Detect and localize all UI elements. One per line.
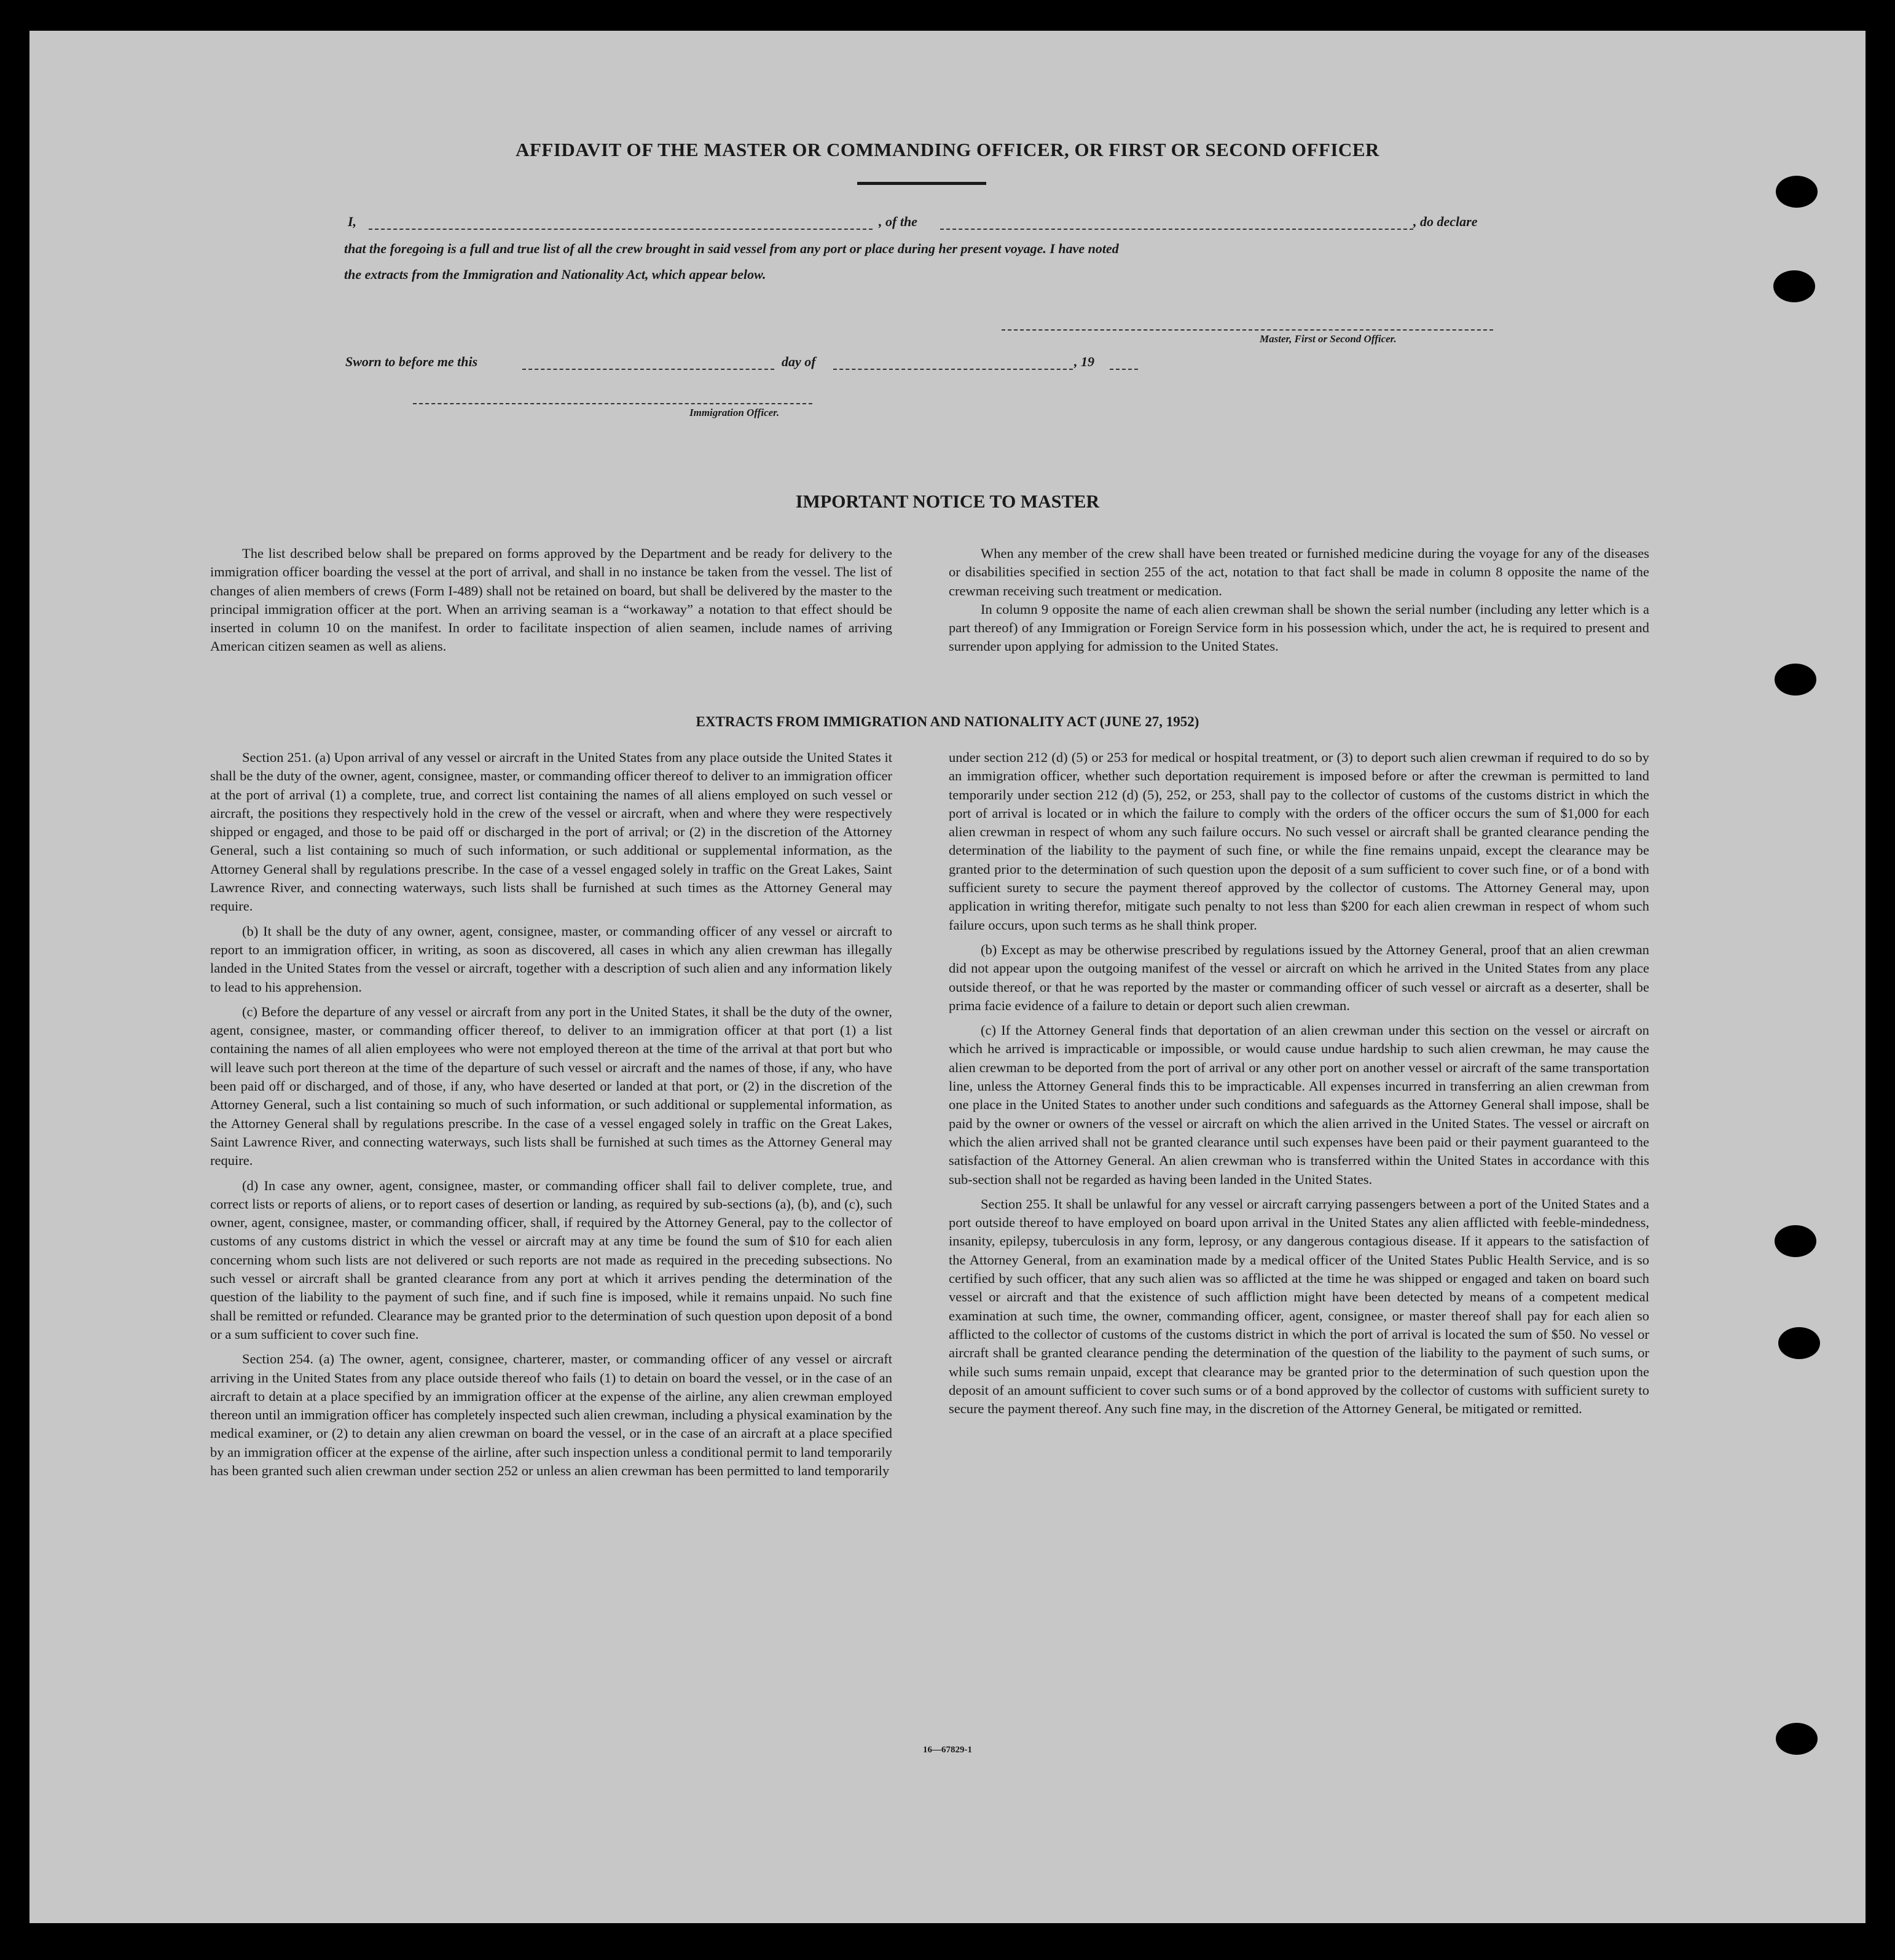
punch-hole bbox=[1775, 664, 1816, 696]
day-of-label: day of bbox=[782, 354, 816, 369]
sworn-day-field[interactable] bbox=[522, 369, 774, 370]
master-signature-line[interactable] bbox=[1002, 329, 1493, 331]
section-254-b: (b) Except as may be otherwise prescribed by regulations issued by the Attorney General, proof that an alien crewman did not appear upon the outgoing manifest of the vessel or aircraft on which he arrived in the United States from any place outside thereof, or that he was reported by the master or commanding officer of such vessel or aircraft as a deserter, shall be prima facie evidence of a failure to detain or deport such alien crewman. bbox=[949, 941, 1649, 1013]
affidavit-i-label: I, bbox=[348, 214, 357, 229]
section-251-c: (c) Before the departure of any vessel or aircraft from any port in the United States, it shall be the duty of the owner, agent, consignee, master, or commanding officer thereof, to deliver to an immigration officer at that port (1) a list containing the names of all alien employees who were not employed thereon at the time of the arrival at that port but who will leave such port thereon at the time of the departure of such vessel or aircraft and the names of those, if any, who have been paid off or discharged, and of those, if any, who have deserted or landed at that port, or (2) in the discretion of the Attorney General, such a list containing so much of such information, or such additional or supplemental information, as the Attorney General shall by regulations prescribe. In the case of a vessel engaged solely in traffic on the Great Lakes, Saint Lawrence River, and connecting waterways, such lists shall be furnished at such times as the Attorney General may require. bbox=[210, 1003, 892, 1169]
master-caption: Master, First or Second Officer. bbox=[1260, 333, 1397, 345]
extracts-left-column bbox=[210, 748, 892, 1486]
punch-hole bbox=[1775, 1225, 1816, 1257]
form-number: 16—67829-1 bbox=[923, 1745, 972, 1755]
section-251-b: (b) It shall be the duty of any owner, agent, consignee, master, or commanding officer of any vessel or aircraft to report to an immigration officer, in writing, as soon as discovered, all cases in which any alien crewman has illegally landed in the United States from the vessel or aircraft, together with a description of such alien and any information likely to lead to his apprehension. bbox=[210, 923, 892, 995]
notice-right-paragraph-1: When any member of the crew shall have been treated or furnished medicine during the voyage for any of the diseases or disabilities specified in section 255 of the act, notation to that fact shall be made in column 8 opposite the name of the crewman receiving such treatment or medication. bbox=[949, 546, 1649, 598]
vessel-field[interactable] bbox=[940, 229, 1413, 230]
extracts-right-column bbox=[949, 748, 1649, 1424]
sworn-year-field[interactable] bbox=[1110, 369, 1138, 370]
notice-title: IMPORTANT NOTICE TO MASTER bbox=[795, 492, 1100, 512]
section-255: Section 255. It shall be unlawful for any vessel or aircraft carrying passengers between a port of the United States and a port outside thereof to have employed on board upon arrival in the United States any alien afflicted with feeble-mindedness, insanity, epilepsy, tuberculosis in any form, leprosy, or any dangerous contagious disease. If it appears to the satisfaction of the Attorney General, from an examination made by a medical officer of the United States Public Health Service, and is so certified by such officer, that any such alien was so afflicted at the time he was shipped or engaged and taken on board such vessel or aircraft and that the existence of such affliction might have been detected by means of a competent medical examination at such time, the owner, commanding officer, agent, consignee, or master thereof shall pay for each alien so afflicted to the collector of customs of the customs district in which the port of arrival is located the sum of $50. No vessel or aircraft shall be granted clearance pending the determination of the question of the liability to the payment of such sums, or while such sums remain unpaid, except that clearance may be granted prior to the determination of such question upon the deposit of an amount sufficient to cover such sums or of a bond approved by the collector of customs with sufficient surety to secure the payment thereof. Any such fine may, in the discretion of the Attorney General, be mitigated or remitted. bbox=[949, 1196, 1649, 1417]
affidavit-statement-cont: the extracts from the Immigration and Nationality Act, which appear below. bbox=[344, 267, 766, 282]
section-254-c: (c) If the Attorney General finds that deportation of an alien crewman under this section on the vessel or aircraft on which he arrived is impracticable or impossible, or would cause undue hardship to such alien crewman, he may cause the alien crewman to be deported from the port of arrival or any other port on another vessel or aircraft of the same transportation line, unless the Attorney General finds this to be impracticable. All expenses incurred in transferring an alien crewman from one place in the United States to another under such conditions and safeguards as the Attorney General shall impose, shall be paid by the owner or owners of the vessel or aircraft on which the alien arrived in the United States. The vessel or aircraft on which the alien arrived shall not be granted clearance until such expenses have been paid or their payment guaranteed to the satisfaction of the Attorney General. An alien crewman who is transferred within the United States in accordance with this sub-section shall not be regarded as having been landed in the United States. bbox=[949, 1022, 1649, 1187]
notice-left-paragraph: The list described below shall be prepared on forms approved by the Department and be ready for delivery to the immigration officer boarding the vessel at the port of arrival, and shall in no instance be taken from the vessel. The list of changes of alien members of crews (Form I-489) shall not be retained on board, but shall be delivered by the master to the principal immigration officer at the port. When an arriving seaman is a “workaway” a notation to that effect should be inserted in column 10 on the manifest. In order to facilitate inspection of alien seamen, include names of arriving American citizen seamen as well as aliens. bbox=[210, 546, 892, 654]
officer-signature-line[interactable] bbox=[413, 403, 812, 404]
name-field[interactable] bbox=[369, 229, 873, 230]
punch-hole bbox=[1776, 176, 1818, 208]
affidavit-title: AFFIDAVIT OF THE MASTER OR COMMANDING OFFICER, OR FIRST OR SECOND OFFICER bbox=[516, 139, 1379, 160]
notice-right-column bbox=[949, 544, 1649, 662]
sworn-month-field[interactable] bbox=[833, 369, 1073, 370]
affidavit-declare-label: , do declare bbox=[1413, 214, 1478, 229]
notice-left-column bbox=[210, 544, 892, 662]
officer-caption: Immigration Officer. bbox=[689, 407, 780, 418]
section-254-a-cont: under section 212 (d) (5) or 253 for medical or hospital treatment, or (3) to deport such alien crewman if required to do so by an immigration officer, whether such deportation requirement is imposed before or after the crewman is permitted to land temporarily under section 212 (d) (5), 252, or 253, shall pay to the collector of customs of the customs district in which the port of arrival is located or in which the failure to comply with the orders of the officer occurs the sum of $1,000 for each alien crewman in respect of whom any such failure occurs. No such vessel or aircraft shall be granted clearance pending the determination of the liability to the payment of such fine, or while the fine remains unpaid, except the clearance may be granted prior to the determination of such question upon the deposit of a sum sufficient to cover such fine, or of a bond with sufficient surety to secure the payment thereof approved by the collector of customs. The Attorney General may, upon application in writing therefor, mitigate such penalty to not less than $200 for each alien crewman in respect of whom such failure occurs, upon such terms as he shall think proper. bbox=[949, 750, 1649, 933]
notice-right-paragraph-2: In column 9 opposite the name of each alien crewman shall be shown the serial number (including any letter which is a part thereof) of any Immigration or Foreign Service form in his possession which, under the act, he is required to present and surrender upon applying for admission to the United States. bbox=[949, 601, 1649, 654]
title-rule bbox=[857, 182, 986, 185]
punch-hole bbox=[1778, 1327, 1820, 1359]
affidavit-statement: that the foregoing is a full and true list of all the crew brought in said vessel from any port or place during her present voyage. I have noted bbox=[344, 241, 1119, 256]
section-251-d: (d) In case any owner, agent, consignee, master, or commanding officer shall fail to deliver complete, true, and correct lists or reports of aliens, or to report cases of desertion or landing, as required by sub-sections (a), (b), and (c), such owner, agent, consignee, master, or commanding officer, shall, if required by the Attorney General, pay to the collector of customs of any customs district in which the vessel or aircraft may at any time be found the sum of $10 for each alien concerning whom such lists are not delivered or such reports are not made as required in the preceding subsections. No such vessel or aircraft shall be granted clearance from any port at which it arrives pending the determination of the question of the liability to the payment of such fine, and if such fine is imposed, while it remains unpaid. No such fine shall be remitted or refunded. Clearance may be granted prior to the determination of such question upon deposit of a bond or a sum sufficient to cover such fine. bbox=[210, 1177, 892, 1342]
year-label: , 19 bbox=[1074, 354, 1094, 369]
section-251-a: Section 251. (a) Upon arrival of any vessel or aircraft in the United States from any place outside the United States it shall be the duty of the owner, agent, consignee, master, or commanding officer thereof to deliver to an immigration officer at the port of arrival (1) a complete, true, and correct list containing the names of all aliens employed on such vessel or aircraft, the positions they respectively hold in the crew of the vessel or aircraft, when and where they were respectively shipped or engaged, and those to be paid off or discharged in the port of arrival; or (2) in the discretion of the Attorney General, such a list containing so much of such information, or such additional or supplemental information, as the Attorney General shall by regulations prescribe. In the case of a vessel engaged solely in traffic on the Great Lakes, Saint Lawrence River, and connecting waterways, such lists shall be furnished at such times as the Attorney General may require. bbox=[210, 750, 892, 914]
extracts-title: EXTRACTS FROM IMMIGRATION AND NATIONALITY ACT (JUNE 27, 1952) bbox=[696, 714, 1199, 729]
section-254-a: Section 254. (a) The owner, agent, consignee, charterer, master, or commanding officer of any vessel or aircraft arriving in the United States from any place outside thereof who fails (1) to detain on board the vessel, or in the case of an aircraft to detain at a place specified by an immigration officer at the expense of the airline, any alien crewman employed thereon until an immigration officer has completely inspected such alien crewman, including a physical examination by the medical examiner, or (2) to detain any alien crewman on board the vessel, or in the case of an aircraft at a place specified by an immigration officer at the expense of the airline, after such inspection unless a conditional permit to land temporarily has been granted such alien crewman under section 252 or unless an alien crewman has been permitted to land temporarily bbox=[210, 1351, 892, 1478]
sworn-label: Sworn to before me this bbox=[345, 354, 478, 369]
affidavit-of-the-label: , of the bbox=[879, 214, 917, 229]
punch-hole bbox=[1773, 270, 1815, 302]
